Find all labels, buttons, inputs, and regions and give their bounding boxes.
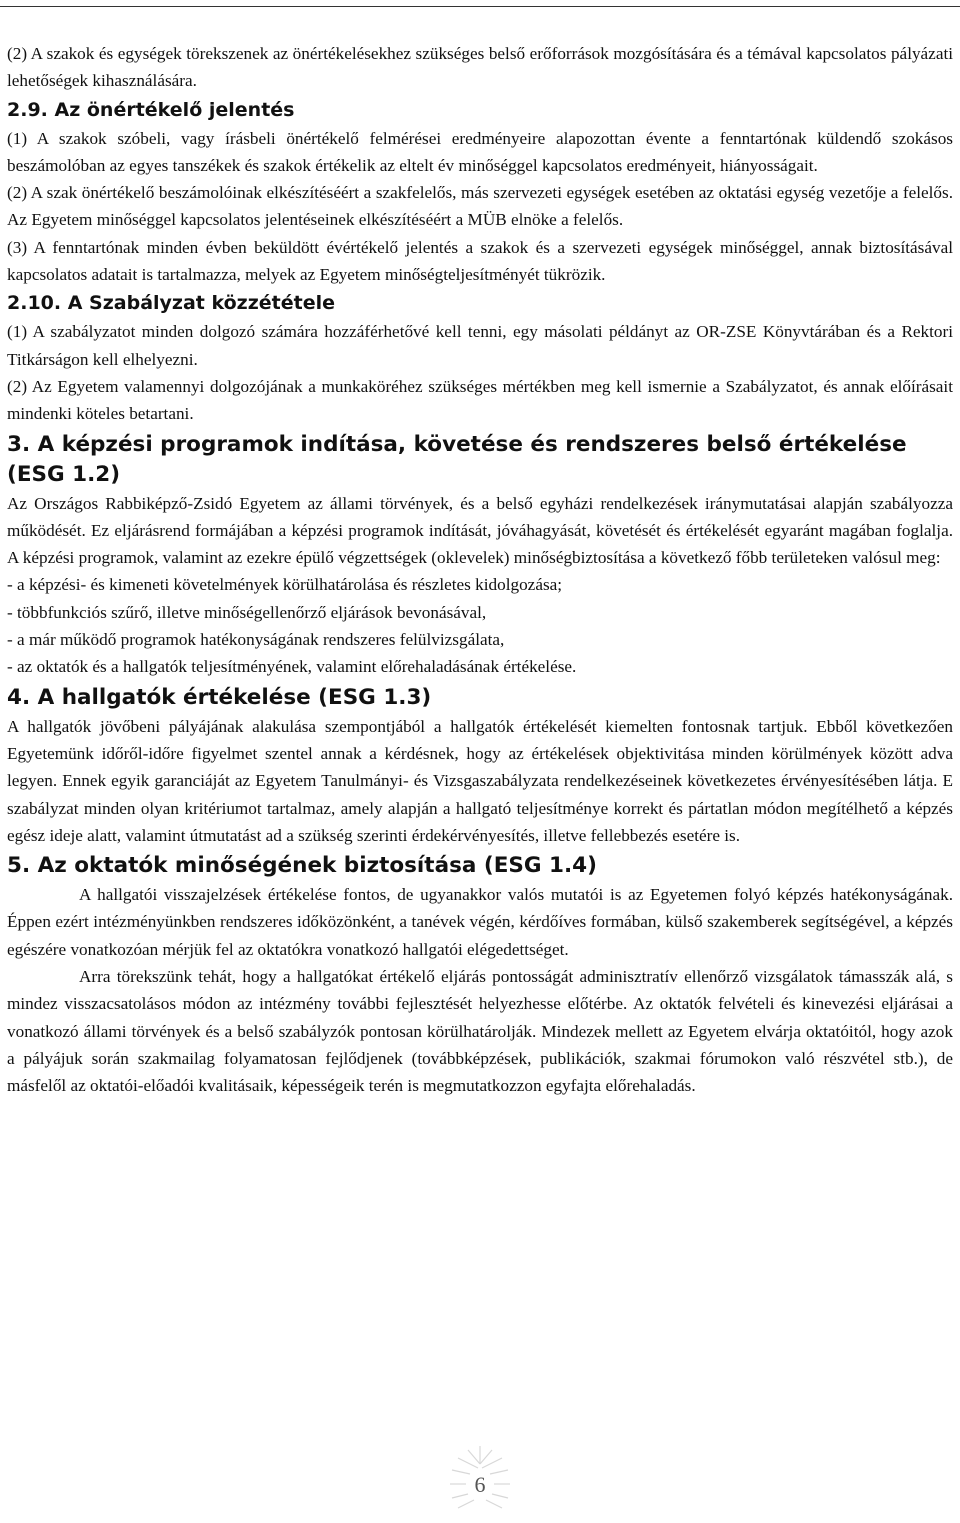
chapter-heading: 5. Az oktatók minőségének biztosítása (ESG 1.4) — [7, 853, 597, 879]
paragraph: A hallgatói visszajelzések értékelése fontos, de ugyanakkor valós mutatói is az Egyetemen folyó képzés hatékonyságának. Éppen ezért intézményünkben rendszeres időközönként, a tanévek végén, kérdőíves formában, külső szakemberek segítségével, a képzés egészére vonatkozóan mérjük fel az oktatókra vonatkozó hallgatói elégedettséget. — [7, 885, 953, 959]
paragraph: (1) A szabályzatot minden dolgozó számára hozzáférhetővé kell tenni, egy másolati példányt az OR-ZSE Könyvtárában és a Rektori Titkárságon kell elhelyezni. — [7, 322, 953, 369]
chapter-heading: 4. A hallgatók értékelése (ESG 1.3) — [7, 684, 432, 710]
paragraph: (2) Az Egyetem valamennyi dolgozójának a munkaköréhez szükséges mértékben meg kell ismernie a Szabályzatot, és annak előírásait mindenki köteles betartani. — [7, 376, 953, 424]
section-heading: 2.9. Az önértékelő jelentés — [7, 98, 295, 121]
list-item: - az oktatók és a hallgatók teljesítményének, valamint előrehaladásának értékelése. — [7, 657, 577, 677]
paragraph: Az Országos Rabbiképző-Zsidó Egyetem az állami törvények, és a belső egyházi rendelkezések iránymutatásai alapján szabályozza működését. Ez eljárásrend formájában a képzési programok indítását, jóváhagyását, követését és értékelését egyaránt magában foglalja. A képzési programok, valamint az ezekre épülő végzettségek (oklevelek) minőségbiztosítása a következő főbb területeken valósul meg: — [7, 493, 953, 568]
section-heading: 2.10. A Szabályzat közzététele — [7, 292, 336, 315]
list-item: - többfunkciós szűrő, illetve minőségellenőrző eljárások bevonásával, — [7, 602, 487, 622]
page-number: 6 — [474, 1472, 486, 1497]
list-item: - a már működő programok hatékonyságának rendszeres felülvizsgálata, — [7, 630, 505, 650]
page-footer — [430, 1440, 530, 1510]
paragraph: (2) A szakok és egységek törekszenek az önértékelésekhez szükséges belső erőforrások mozgósítására és a témával kapcsolatos pályázati lehetőségek kihasználására. — [7, 44, 953, 91]
paragraph: (3) A fenntartónak minden évben beküldött évértékelő jelentés a szakok és a szervezeti egységek minőséggel, annak biztosításával kapcsolatos adatait is tartalmazza, melyek az Egyetem minőségteljesítményét tükrözik. — [7, 237, 953, 285]
paragraph: (2) A szak önértékelő beszámolóinak elkészítéséért a szakfelelős, más szervezeti egységek esetében az oktatási egység vezetője a felelős. Az Egyetem minőséggel kapcsolatos jelentéseinek elkészítéséért a MÜB elnöke a felelős. — [7, 183, 953, 230]
paragraph: A hallgatók jövőbeni pályájának alakulása szempontjából a hallgatók értékelését kiemelten fontosnak tartjuk. Ebből következően Egyetemünk időről-időre figyelmet szentel annak a kérdésnek, hogy az értékelések objektivitása minden körülmények között adva legyen. Ennek egyik garanciáját az Egyetem Tanulmányi- és Vizsgaszabályzata rendelkezéseinek következetes érvényesítésében látja. E szabályzat minden olyan kritériumot tartalmaz, amely alapján a hallgató teljesítménye korrekt és pártatlan módon megítélhető a képzés egész ideje alatt, valamint útmutatást ad a szükség szerinti érdekérvényesítés, illetve fellebbezés esetére is. — [7, 716, 953, 845]
chapter-heading: 3. A képzési programok indítása, követése és rendszeres belső értékelése (ESG 1.2) — [7, 431, 907, 487]
paragraph: (1) A szakok szóbeli, vagy írásbeli önértékelő felmérései eredményeire alapozottan évente a fenntartónak küldendő szokásos beszámolóban az egyes tanszékek és szakok értékelik az eltelt év minőséggel kapcsolatos eredményeit, hiányosságait. — [7, 128, 953, 175]
list-item: - a képzési- és kimeneti követelmények körülhatárolása és részletes kidolgozása; — [7, 575, 563, 595]
document-body — [7, 40, 953, 1100]
paragraph: Arra törekszünk tehát, hogy a hallgatókat értékelő eljárás pontosságát adminisztratív ellenőrző vizsgálatok támasszák alá, s mindez visszacsatolásos módon az intézmény további fejlesztését helyezhesse előtérbe. Az oktatók felvételi és kinevezési eljárásai a vonatkozó állami törvények és a belső szabályzók pontosan körülhatárolják. Mindezek mellett az Egyetem elvárja oktatóitól, hogy azok a pályájuk során szakmailag folyamatosan fejlődjenek (továbbképzések, publikációk, szakmai fórumokon való részvétel stb.), de másfelől az oktatói-előadói kvalitásaik, képességeik terén is megmutatkozzon egyfajta előrehaladás. — [7, 967, 953, 1096]
top-rule — [0, 6, 960, 7]
